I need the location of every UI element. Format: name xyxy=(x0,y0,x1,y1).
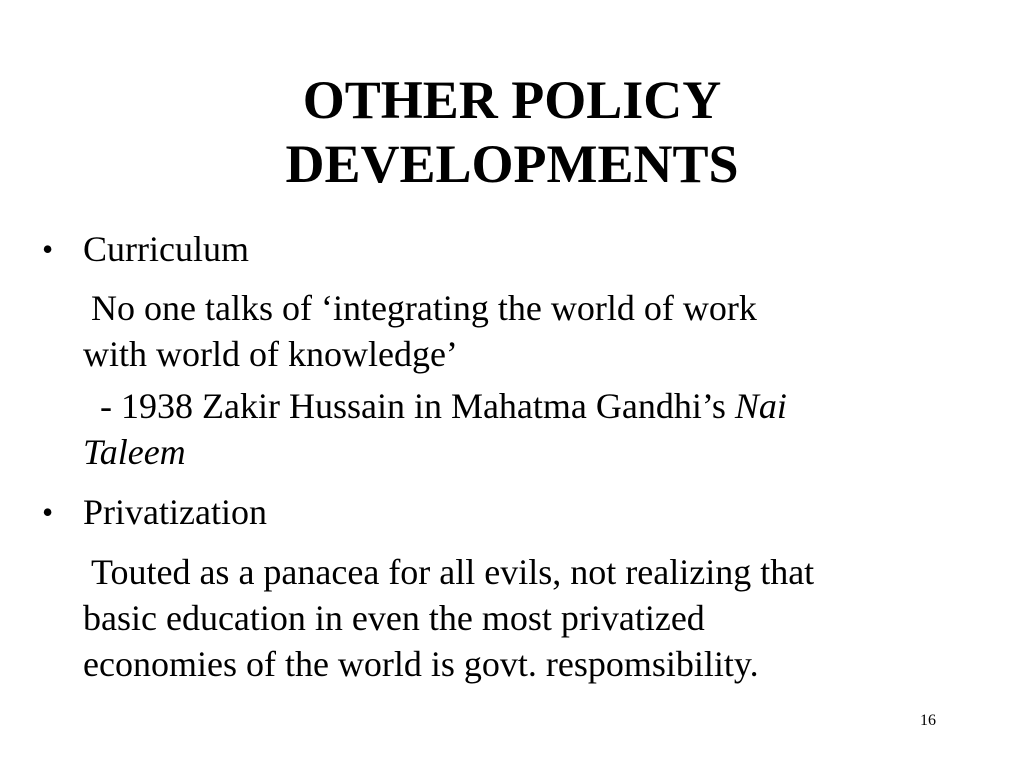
curriculum-quote-paragraph xyxy=(40,285,1015,377)
attribution-italic-title: Nai xyxy=(734,386,787,426)
bullet-label-privatization: Privatization xyxy=(83,492,267,532)
page-number: 16 xyxy=(920,712,936,729)
attribution-text: - 1938 Zakir Hussain in Mahatma Gandhi’s xyxy=(100,386,735,426)
attribution-line-2 xyxy=(83,429,1015,475)
slide-title-line-2: DEVELOPMENTS xyxy=(285,134,739,194)
slide-title xyxy=(0,68,1024,196)
bullet-icon: • xyxy=(42,494,54,530)
attribution-line-1 xyxy=(83,383,1015,429)
attribution-italic-title-continued: Taleem xyxy=(83,432,186,472)
paragraph-line: Touted as a panacea for all evils, not realizing that xyxy=(91,552,815,592)
paragraph-line: economies of the world is govt. respomsibility. xyxy=(83,644,759,684)
paragraph-line: No one talks of ‘integrating the world of work xyxy=(91,288,757,328)
paragraph-line: basic education in even the most privatized xyxy=(83,598,705,638)
privatization-paragraph xyxy=(40,549,1015,687)
slide-body xyxy=(40,226,1015,687)
bullet-label-curriculum: Curriculum xyxy=(83,229,249,269)
bullet-icon: • xyxy=(42,231,54,267)
bullet-item-privatization xyxy=(40,489,1015,535)
curriculum-attribution-paragraph xyxy=(40,383,1015,475)
slide-title-line-1: OTHER POLICY xyxy=(302,70,722,130)
bullet-item-curriculum xyxy=(40,226,1015,272)
paragraph-line: with world of knowledge’ xyxy=(83,334,458,374)
